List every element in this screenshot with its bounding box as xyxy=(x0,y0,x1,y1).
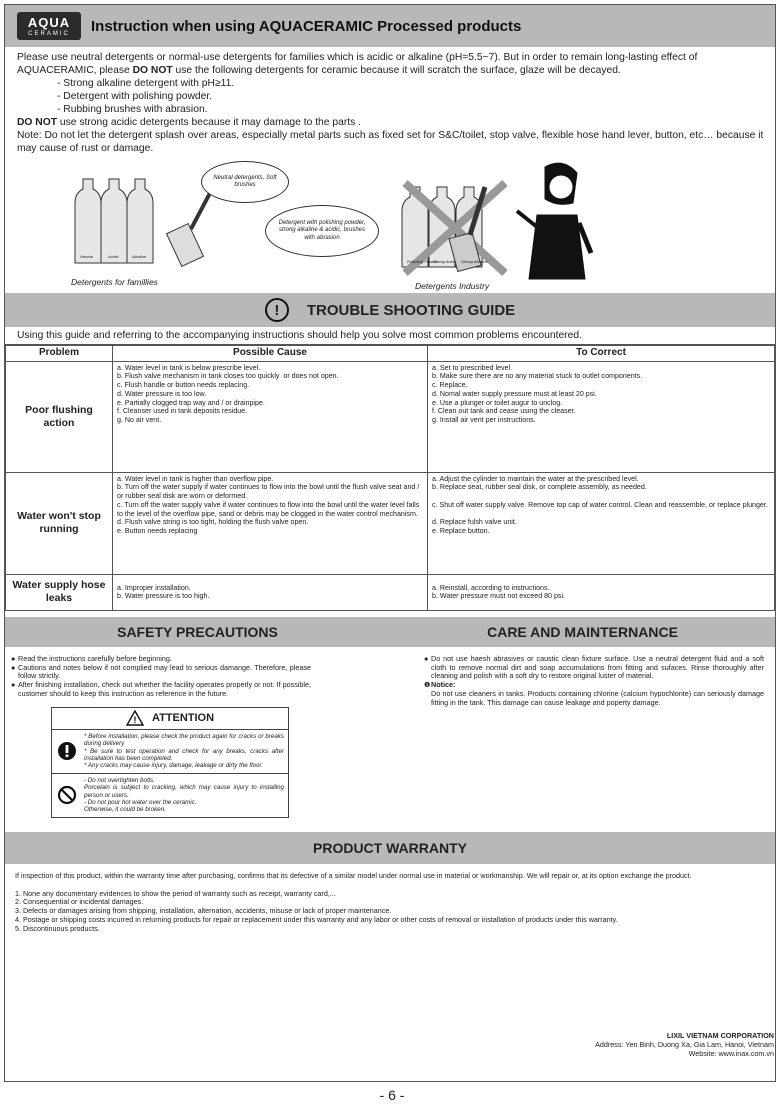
troubleshooting-title: TROUBLE SHOOTING GUIDE xyxy=(306,301,516,319)
table-row xyxy=(6,361,775,472)
warranty-text xyxy=(5,864,775,934)
warranty-item: 1. None any documentary evidences to show the period of warranty such as receipt, warranty card,... xyxy=(15,888,336,898)
caption-families: Detergents for famillies xyxy=(71,277,158,287)
prohibited-icon xyxy=(56,785,78,805)
intro-paragraph-1: Please use neutral detergents or normal-use detergents for families which is acidic or alkaline (pH=5.5~7). But in order to remain long-lasting effect of AQUACERAMIC, please DO NOT use the following detergents for ceramic because it will scratch the surface, glaze will be decayed. xyxy=(17,52,698,76)
bottle-label: Acidic xyxy=(108,254,119,259)
company-website: Website: www.inax.com.vn xyxy=(688,1048,774,1058)
cause-cell: a. Water level in tank is higher than overflow pipe. b. Turn off the water supply if water continues to flow into the bowl until the flush valve seat and / or rubber seal disk are worn or deformed. c. Turn off the water supply valve if water continues to flow into the bowl until the water level falls to the level of the overflow pipe, sand or debris may be clogged in the water control mechanism. d. Flush valve string is too tight, holding the flush valve open. e. Button needs replacing xyxy=(113,472,428,574)
intro-paragraph-2: DO NOT use strong acidic detergents because it may damage to the parts . xyxy=(17,117,361,128)
list-item: ● After finishing installation, check out whether the facility operates properly or not. If possible, customer should to keep this instruction as reference in the future. xyxy=(11,680,311,698)
correct-cell: a. Reinstall, according to instructions. b. Water pressure must not exceed 80 psi. xyxy=(428,574,775,610)
attention-header: ! ATTENTION xyxy=(52,708,288,730)
warranty-title: PRODUCT WARRANTY xyxy=(313,839,467,856)
intro-text xyxy=(5,47,775,155)
page-number: - 6 - xyxy=(379,1087,405,1103)
problem-cell: Poor flushing action xyxy=(6,361,113,472)
problem-cell: Water won't stop running xyxy=(6,472,113,574)
safety-care-columns xyxy=(5,647,775,818)
cause-cell: a. Water level in tank is below prescribe level. b. Flush valve mechanism in tank closes too quickly or does not open. c. Flush handle or button needs replacing. d. Water pressure is too low. e. Partially clogged trap way and / or drainpipe. f. Cleanser used in tank deposits residue. g. No air vent. xyxy=(113,361,428,472)
intro-item: - Rubbing brushes with abrasion. xyxy=(57,104,208,115)
warranty-intro: If inspection of this product, within the warranty time after purchasing, confirms that its defective of a similar model under normal use in material or workmanship. We will repair or, at its option exchange the product. xyxy=(15,870,692,880)
notice-item: ❶ Notice: xyxy=(424,680,456,690)
warranty-item: 2. Consequential or incidental damages. xyxy=(15,897,144,907)
correct-cell: a. Adjust the cylinder to maintain the water at the prescribed level. b. Replace seat, rubber seal disk, or complete assembly, as needed. c. Shut off water supply valve. Remove top cap of water control. Clean and reassemble, or replace plunger. d. Replace fulsh valve unit. e. Replace button. xyxy=(428,472,775,574)
intro-item: - Detergent with polishing powder. xyxy=(57,91,213,102)
care-column xyxy=(424,655,764,818)
logo-text-bottom: CERAMIC xyxy=(28,30,70,37)
column-header: Problem xyxy=(6,346,113,362)
neutral-bubble: Neutral detergents, Soft brushes xyxy=(201,161,289,203)
table-row xyxy=(6,472,775,574)
aqua-ceramic-logo xyxy=(17,12,81,40)
warranty-header xyxy=(5,832,775,864)
safety-care-header xyxy=(5,617,775,647)
notice-text: Do not use cleaners in tanks. Products containing chlorine (calcium hypochlorite) can seriously damage fitting in the tank. This damage can cause leakage and poperty damage. xyxy=(431,688,764,707)
list-item: ● Do not use haesh abrasives or caustic clean fixture surface. Use a neutral detergent fluid and a soft cloth to remove normal dirt and soap accumulations from fitting and sufaces. Rinse thoroughly after cleaning and polish with a soft dry to restore original luster of material. xyxy=(424,653,764,681)
company-name: LIXIL VIETNAM CORPORATION xyxy=(666,1031,774,1040)
instruction-header xyxy=(5,5,775,47)
troubleshooting-intro: Using this guide and referring to the accompanying instructions should help you solve most common problems encountered. xyxy=(5,327,775,345)
safety-title: SAFETY PRECAUTIONS xyxy=(117,623,278,640)
document-page xyxy=(4,4,776,1082)
attention-box xyxy=(51,707,289,818)
safety-column xyxy=(5,655,311,818)
table-header-row xyxy=(6,346,775,362)
warranty-item: 3. Defects or damages arising from shipping, installation, alternation, accidents, misuse or lack of proper maintenance. xyxy=(15,906,392,916)
bottle-label: Polishing Powder xyxy=(407,259,438,264)
instruction-title: Instruction when using AQUACERAMIC Processed products xyxy=(91,17,522,35)
care-title: CARE AND MAINTERNANCE xyxy=(487,623,678,640)
exclamation-circle-icon xyxy=(56,741,78,761)
warranty-item: 4. Postage or shipping costs incurred in returning products for repair or replacement under this warranty and any labor or other costs of removal or installation of products under this warranty. xyxy=(15,914,618,924)
attention-row: * Before installation, please check the product again for cracks or breaks during delivery * Be sure to test operation and check for any breaks, cracks after installation has been completed. * Any cracks may cause injury, damage, leakage or dirty the floor. xyxy=(52,730,288,774)
logo-text-top: AQUA xyxy=(27,14,71,30)
table-row xyxy=(6,574,775,610)
exclamation-icon: ! xyxy=(265,298,289,322)
warranty-item: 5. Discontinuous products. xyxy=(15,923,100,933)
column-header: To Correct xyxy=(428,346,775,362)
bottle-label: Alkaline xyxy=(132,254,147,259)
troubleshooting-table xyxy=(5,345,775,611)
intro-note: Note: Do not let the detergent splash over areas, especially metal parts such as fixed set for S&C/toilet, stop valve, flexible hose hand lever, button, etc… because it may cause of rust or damage. xyxy=(17,130,764,154)
list-item: ● Cautions and notes below if not complied may lead to serious damange. Therefore, please follow strictly. xyxy=(11,662,311,681)
bottle-label: Strong Alkaline xyxy=(461,259,488,264)
bottle-label: Strong Acidic xyxy=(433,259,457,264)
company-info xyxy=(595,1032,774,1058)
attention-row: - Do not overtighten bolts. Porcelain is subject to cracking, which may cause injury to installing person or users. - Do not pour hot water over the ceramic. Otherwise, it could be broken. xyxy=(52,774,288,817)
svg-text:!: ! xyxy=(133,715,137,726)
problem-cell: Water supply hose leaks xyxy=(6,574,113,610)
warning-triangle-icon xyxy=(126,710,144,726)
list-item: ● Read the instructions carefully before beginning. xyxy=(11,653,172,663)
company-address: Address: Yen Binh, Duong Xa, Gia Lam, Hanoi, Vietnam xyxy=(595,1039,774,1049)
bottle-label: Neutral xyxy=(80,254,93,259)
cause-cell: a. Improper installation. b. Water pressure is too high. xyxy=(113,574,428,610)
detergent-illustration xyxy=(5,157,775,293)
harsh-detergent-bubble: Detergent with polishing powder, strong alkaline & acidic, brushes with abrasion xyxy=(265,205,379,257)
detergent-drawing xyxy=(5,157,777,293)
caption-industry: Detergents Industry xyxy=(415,281,490,291)
troubleshooting-header xyxy=(5,293,775,327)
column-header: Possible Cause xyxy=(113,346,428,362)
correct-cell: a. Set to prescribed level. b. Make sure there are no any material stuck to outlet components. c. Replace. d. Nomal water supply pressure must at least 20 psi. e. Use a plunger or toilet augur to unclog. f. Clean out tank and cease using the cleaser. g. Install air vent per instructions. xyxy=(428,361,775,472)
intro-item: - Strong alkaline detergent with pH≥11. xyxy=(57,78,235,89)
